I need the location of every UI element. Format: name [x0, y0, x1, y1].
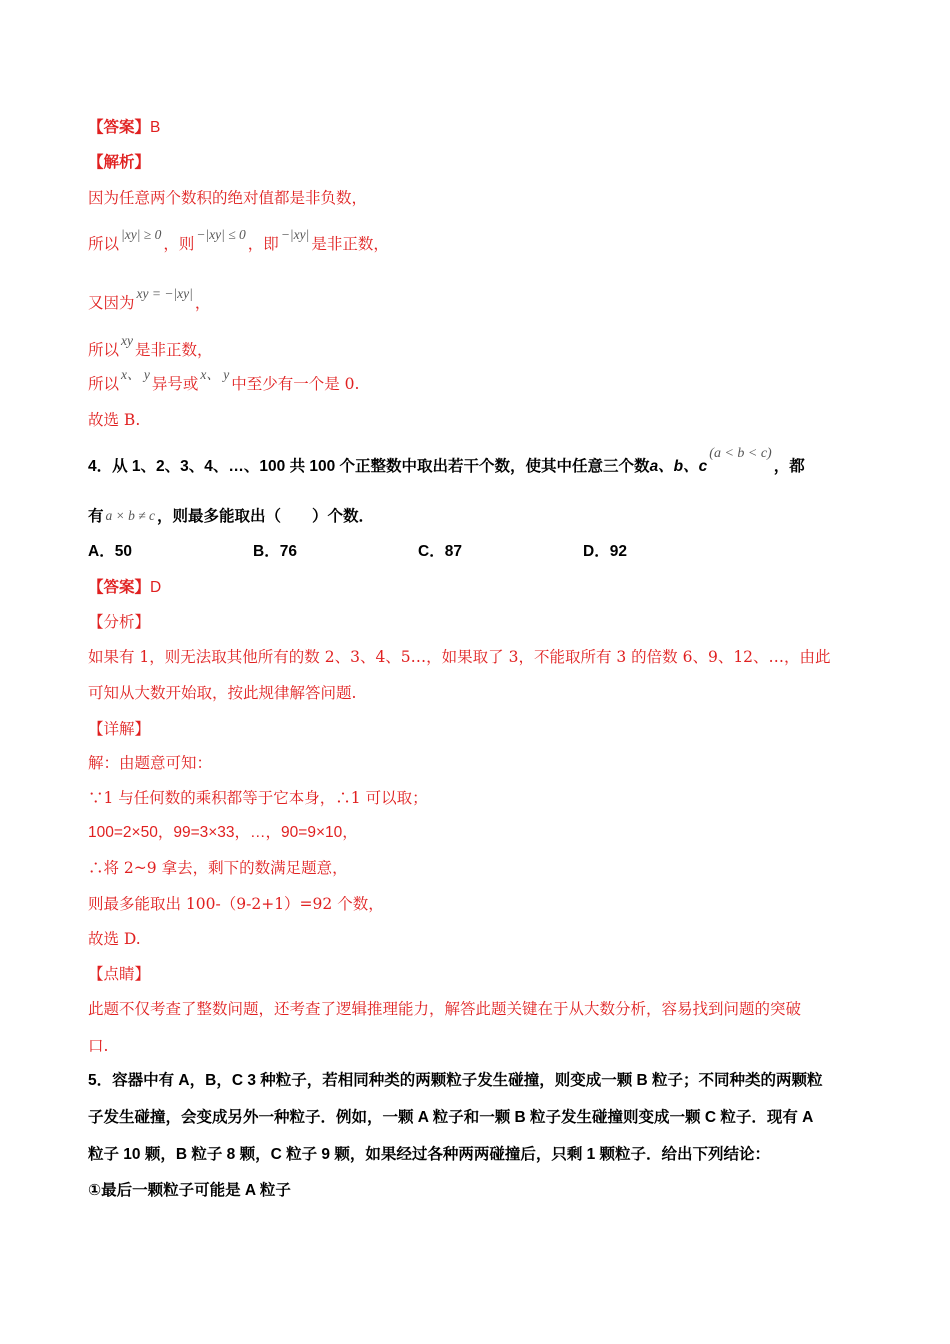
text-fragment: ，: [194, 294, 211, 312]
xiangjie-line-1: 解：由题意可知：: [88, 754, 213, 772]
analysis-line-2: [88, 227, 389, 255]
fenxi-line-1: 如果有 1，则无法取其他所有的数 2、3、4、5…，如果取了 3，不能取所有 3 的倍数 6、9、12、…，由此: [88, 648, 831, 666]
math-vars-abc: a、b、c: [649, 458, 708, 475]
math-abs-xy-ge-0: |xy| ≥ 0: [121, 227, 162, 242]
fenxi-tag: 【分析】: [88, 613, 151, 631]
text-fragment: 所以: [88, 341, 120, 359]
question-5-line-3: 粒子 10 颗，B 粒子 8 颗，C 粒子 9 颗，如果经过各种两两碰撞后，只剩 1 颗粒子．给出下列结论：: [88, 1146, 771, 1163]
question-5-line-2: 子发生碰撞，会变成另外一种粒子．例如，一颗 A 粒子和一颗 B 粒子发生碰撞则变成一颗 C 粒子．现有 A: [88, 1109, 814, 1126]
option-c[interactable]: C．87: [418, 543, 462, 560]
analysis-line-6: 故选 B.: [88, 411, 141, 429]
answer-tag: 【答案】: [88, 577, 151, 596]
xiangjie-line-3: 100=2×50，99=3×33，…，90=9×10，: [88, 824, 358, 841]
question-4-options: [88, 542, 788, 562]
text-fragment: 又因为: [88, 294, 135, 312]
math-xy: xy: [121, 333, 133, 348]
text-fragment: ，即: [247, 235, 279, 253]
math-neg-abs-xy-le-0: −|xy| ≤ 0: [196, 227, 246, 242]
text-fragment: ，则最多能取出（ ）个数．: [157, 508, 375, 525]
answer-value: B: [150, 119, 161, 136]
question-5-line-1: 5．容器中有 A，B，C 3 种粒子，若相同种类的两颗粒子发生碰撞，则变成一颗 B 粒子；不同种类的两颗粒: [88, 1072, 823, 1089]
analysis-line-4: [88, 333, 213, 361]
fenxi-line-2: 可知从大数开始取，按此规律解答问题.: [88, 684, 357, 702]
dianjing-line-1: 此题不仅考查了整数问题，还考查了逻辑推理能力，解答此题关键在于从大数分析，容易找到问题的突破: [88, 1000, 802, 1018]
answer-line-q4: [88, 577, 161, 598]
dianjing-line-2: 口.: [88, 1037, 109, 1055]
analysis-line-1: 因为任意两个数积的绝对值都是非负数，: [88, 189, 368, 207]
text-fragment: 4．从 1、2、3、4、…、100 共 100 个正整数中取出若干个数，使其中任意三个数: [88, 458, 650, 475]
option-b[interactable]: B．76: [253, 543, 297, 560]
answer-value: D: [150, 579, 162, 596]
math-x-y: x、 y: [121, 367, 150, 382]
analysis-tag: 【解析】: [88, 152, 151, 171]
math-a-lt-b-lt-c: (a < b < c): [709, 446, 772, 461]
question-4-stem: [88, 446, 805, 478]
math-neg-abs-xy: −|xy|: [280, 227, 310, 242]
text-fragment: 所以: [88, 235, 120, 253]
text-fragment: 所以: [88, 375, 120, 393]
dianjing-tag: 【点睛】: [88, 965, 151, 983]
analysis-line-3: [88, 286, 211, 314]
option-d[interactable]: D．92: [583, 543, 627, 560]
xiangjie-line-4: ∴将 2~9 拿去，剩下的数满足题意，: [88, 859, 348, 877]
text-fragment: 异号或: [151, 375, 199, 393]
math-a-times-b-ne-c: a × b ≠ c: [105, 508, 156, 523]
xiangjie-line-6: 故选 D.: [88, 930, 141, 948]
question-5-line-4: ①最后一颗粒子可能是 A 粒子: [88, 1182, 291, 1199]
answer-line-q3: [88, 117, 160, 138]
text-fragment: ，都: [773, 458, 805, 475]
answer-tag: 【答案】: [88, 117, 151, 136]
text-fragment: 中至少有一个是 0.: [231, 375, 360, 393]
math-xy-eq-neg-abs-xy: xy = −|xy|: [136, 286, 193, 301]
text-fragment: 是非正数，: [311, 235, 389, 253]
text-fragment: 有: [88, 508, 104, 525]
xiangjie-line-5: 则最多能取出 100-（9-2+1）=92 个数，: [88, 895, 384, 913]
xiangjie-line-2: ∵1 与任何数的乘积都等于它本身，∴1 可以取；: [88, 789, 428, 807]
text-fragment: 是非正数，: [135, 341, 213, 359]
math-x-y: x、 y: [200, 367, 230, 382]
option-a[interactable]: A．50: [88, 543, 132, 560]
analysis-line-5: [88, 367, 360, 395]
text-fragment: ，则: [163, 235, 195, 253]
question-4-stem-line-2: [88, 507, 374, 527]
xiangjie-tag: 【详解】: [88, 720, 151, 738]
